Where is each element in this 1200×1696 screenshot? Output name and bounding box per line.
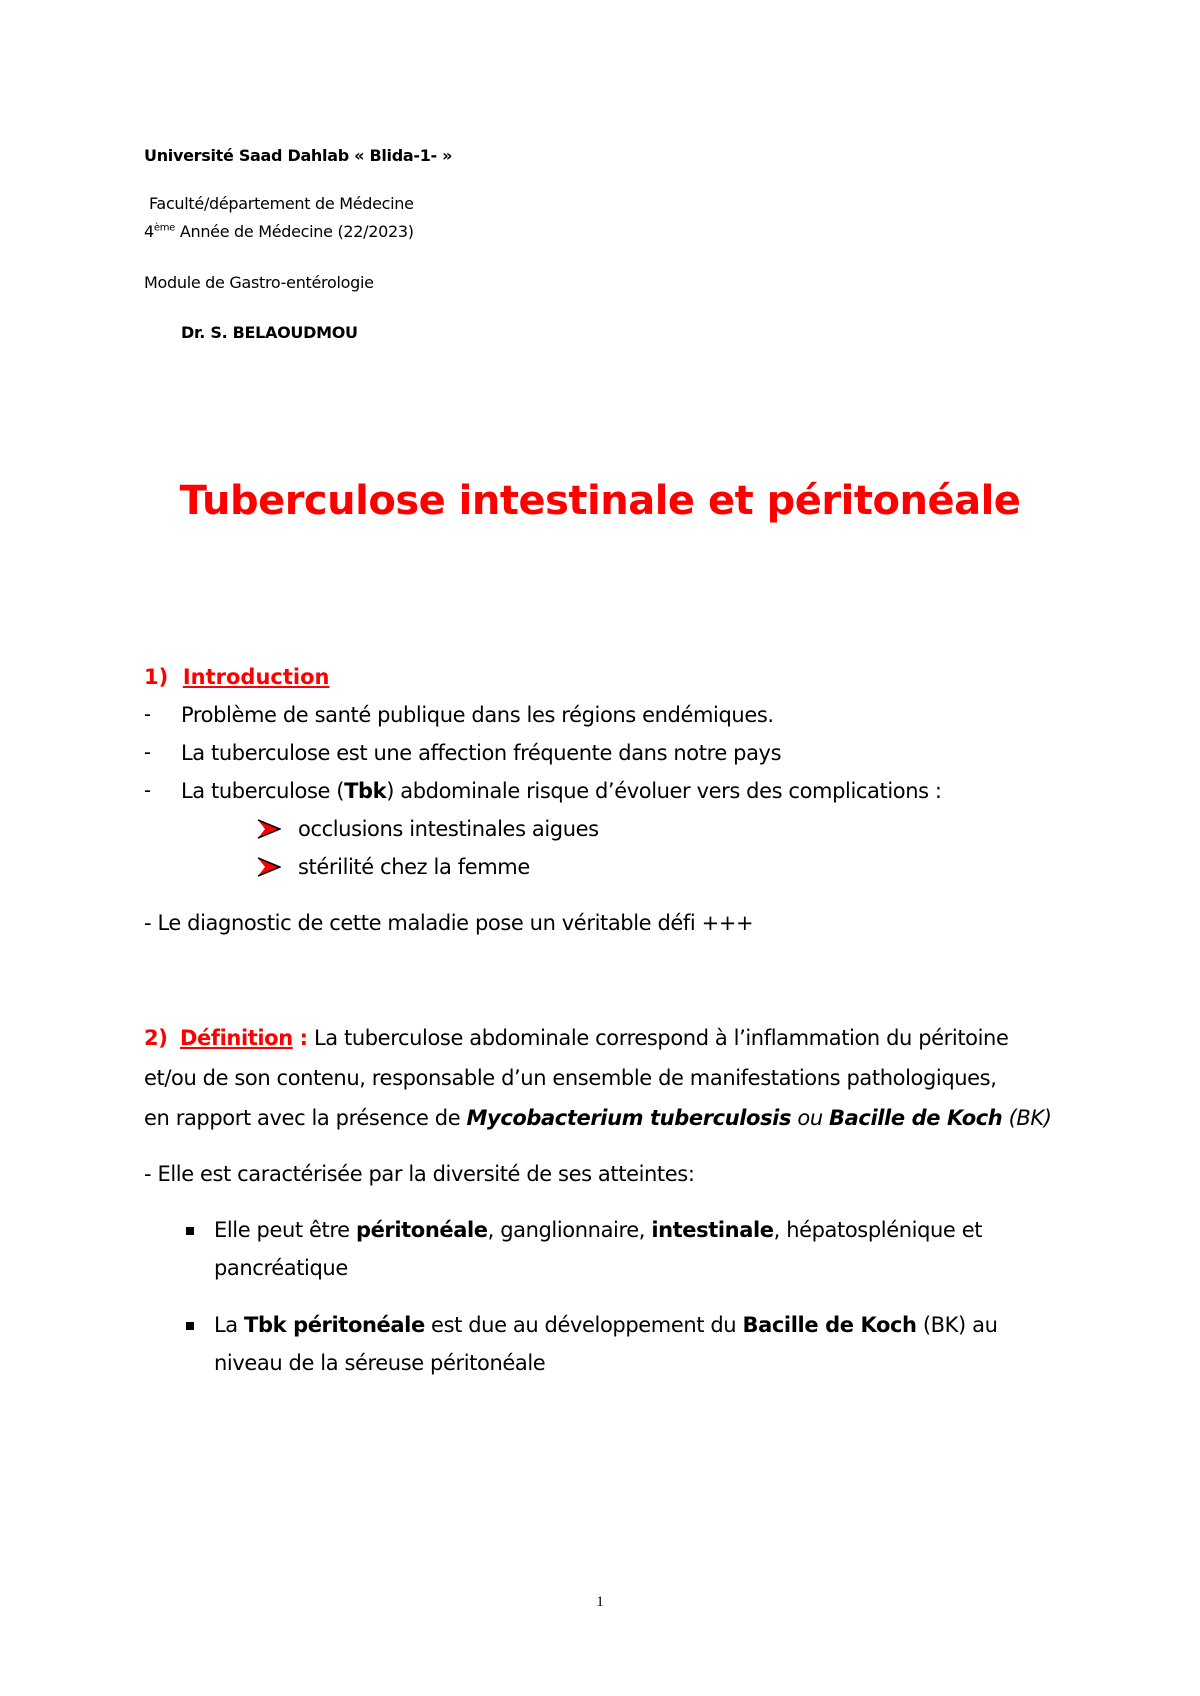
bullet-2-pre: La <box>214 1313 245 1337</box>
year-line <box>144 222 414 241</box>
dash-bullet: - <box>144 703 151 726</box>
bullet-1-mid: , ganglionnaire, <box>487 1218 652 1242</box>
section2-title: Définition <box>179 1026 293 1050</box>
bullet-1-line-2: pancréatique <box>214 1256 348 1280</box>
section2-colon: : <box>292 1026 308 1050</box>
bacille-term: Bacille de Koch <box>829 1106 1003 1130</box>
bullet-1-bold-2: intestinale <box>651 1218 774 1242</box>
bullet-2-mid: est due au développement du <box>424 1313 743 1337</box>
section2-heading-line <box>144 1026 1008 1050</box>
university-line: Université Saad Dahlab « Blida-1- » <box>144 146 453 165</box>
intro-item-1: Problème de santé publique dans les régions endémiques. <box>181 703 774 727</box>
bullet-1-post: , hépatosplénique et <box>773 1218 983 1242</box>
section1-number: 1) <box>144 665 169 689</box>
definition-line-2: et/ou de son contenu, responsable d’un ensemble de manifestations pathologiques, <box>144 1066 997 1090</box>
bullet-2-line-1 <box>214 1313 998 1337</box>
intro-item-3-bold: Tbk <box>344 779 387 803</box>
module-line: Module de Gastro-entérologie <box>144 273 374 292</box>
complication-2: stérilité chez la femme <box>298 855 530 879</box>
arrow-bullet-icon <box>257 856 281 878</box>
dash-bullet: - <box>144 779 151 802</box>
square-bullet-icon <box>186 1227 194 1235</box>
definition-line-3-ou: ou <box>791 1106 830 1130</box>
intro-item-3-post: ) abdominale risque d’évoluer vers des complications : <box>386 779 942 803</box>
definition-line-3 <box>144 1106 1052 1130</box>
section1-title: Introduction <box>182 665 330 689</box>
bullet-2-post: (BK) au <box>916 1313 998 1337</box>
mycobacterium-term: Mycobacterium tuberculosis <box>466 1106 792 1130</box>
bullet-1-bold-1: péritonéale <box>355 1218 488 1242</box>
diversity-line: - Elle est caractérisée par la diversité de ses atteintes: <box>144 1162 695 1186</box>
square-bullet-icon <box>186 1322 194 1330</box>
section1-heading <box>144 665 329 689</box>
dash-bullet: - <box>144 741 151 764</box>
diagnosis-note: - Le diagnostic de cette maladie pose un véritable défi +++ <box>144 911 754 935</box>
intro-item-3 <box>181 779 942 803</box>
bullet-2-bold-2: Bacille de Koch <box>742 1313 917 1337</box>
page-number: 1 <box>596 1594 604 1610</box>
definition-line-3-pre: en rapport avec la présence de <box>144 1106 467 1130</box>
year-prefix: 4 <box>144 222 154 241</box>
complication-1: occlusions intestinales aigues <box>298 817 599 841</box>
year-superscript: ème <box>153 222 176 234</box>
intro-item-2: La tuberculose est une affection fréquente dans notre pays <box>181 741 782 765</box>
doctor-line: Dr. S. BELAOUDMOU <box>181 323 358 342</box>
year-rest: Année de Médecine (22/2023) <box>175 222 414 241</box>
bullet-2-line-2: niveau de la séreuse péritonéale <box>214 1351 546 1375</box>
definition-line-1: La tuberculose abdominale correspond à l’inflammation du péritoine <box>313 1026 1009 1050</box>
bullet-1-pre: Elle peut être <box>214 1218 356 1242</box>
document-title: Tuberculose intestinale et péritonéale <box>179 478 1021 524</box>
definition-line-3-post: (BK) <box>1002 1106 1052 1130</box>
section2-number: 2) <box>144 1026 168 1050</box>
arrow-bullet-icon <box>257 818 281 840</box>
bullet-1-line-1 <box>214 1218 982 1242</box>
bullet-2-bold-1: Tbk péritonéale <box>244 1313 425 1337</box>
intro-item-3-pre: La tuberculose ( <box>181 779 345 803</box>
faculty-line: Faculté/département de Médecine <box>149 194 414 213</box>
